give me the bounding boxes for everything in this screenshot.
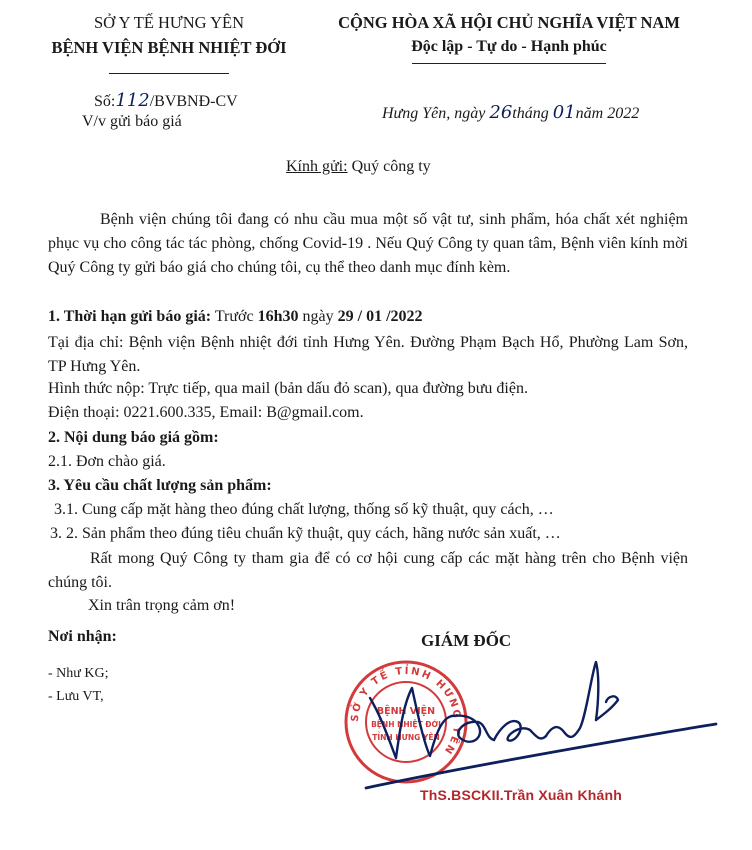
republic-title: CỘNG HÒA XÃ HỘI CHỦ NGHĨA VIỆT NAM <box>338 13 680 32</box>
section2-heading: 2. Nội dung báo giá gồm: <box>48 429 219 446</box>
recipient-item: - Như KG; <box>48 666 109 681</box>
contact-info: Điện thoại: 0221.600.335, Email: B@gmail.com. <box>48 404 364 421</box>
header-right-underline <box>412 63 606 64</box>
director-title: GIÁM ĐỐC <box>421 631 512 650</box>
document-subject: V/v gửi báo giá <box>82 113 182 130</box>
svg-text:TỈNH HƯNG YÊN: TỈNH HƯNG YÊN <box>372 733 440 742</box>
signer-name: ThS.BSCKII.Trần Xuân Khánh <box>420 787 622 803</box>
salutation-label: Kính gửi: <box>286 158 348 175</box>
svg-text:SỞ Y TẾ TỈNH HƯNG YÊN: SỞ Y TẾ TỈNH HƯNG YÊN <box>349 665 463 758</box>
section1-line <box>48 307 423 327</box>
document-number <box>94 90 238 111</box>
salutation-recipient: Quý công ty <box>351 158 431 175</box>
section3-heading: 3. Yêu cầu chất lượng sản phẩm: <box>48 477 272 494</box>
svg-text:BỆNH NHIỆT ĐỚI: BỆNH NHIỆT ĐỚI <box>371 720 441 729</box>
deadline-before: Trước <box>214 308 254 325</box>
month-word: tháng <box>512 105 549 122</box>
handwritten-signature <box>360 648 720 793</box>
section3-item-2: 3. 2. Sản phẩm theo đúng tiêu chuẩn kỹ thuật, quy cách, hãng nước sản xuất, … <box>50 525 561 542</box>
day-handwritten: 26 <box>489 102 513 123</box>
recipients-heading: Nơi nhận: <box>48 628 117 645</box>
intro-paragraph: Bệnh viện chúng tôi đang có nhu cầu mua một số vật tư, sinh phẩm, hóa chất xét nghiệm phục vụ cho công tác tác phòng, chống Covid-19 . Nếu Quý Công ty quan tâm, Bệnh viên kính mời Quý Công ty gửi báo giá cho chúng tôi, cụ thể theo danh mục đính kèm. <box>48 211 688 276</box>
submission-method: Hình thức nộp: Trực tiếp, qua mail (bản dấu đỏ scan), qua đường bưu điện. <box>48 380 528 397</box>
recipient-item: - Lưu VT, <box>48 689 104 704</box>
header-left-underline <box>109 73 229 74</box>
section3-item-1: 3.1. Cung cấp mặt hàng theo đúng chất lượng, thống số kỹ thuật, quy cách, … <box>54 501 554 518</box>
closing-paragraph: Rất mong Quý Công ty tham gia để có cơ hội cung cấp các mặt hàng trên cho Bệnh viện chúng tôi. <box>48 550 688 591</box>
hospital-name: BỆNH VIỆN BỆNH NHIỆT ĐỚI <box>51 38 287 57</box>
section1-heading: 1. Thời hạn gửi báo giá: <box>48 308 212 325</box>
place-date <box>382 102 639 123</box>
month-handwritten: 01 <box>552 102 576 123</box>
place-date-prefix: Hưng Yên, ngày <box>382 105 486 122</box>
submission-address: Tại địa chỉ: Bệnh viện Bệnh nhiệt đới tỉnh Hưng Yên. Đường Phạm Bạch Hổ, Phường Lam Sơn, TP Hưng Yên. <box>48 334 688 375</box>
agency-name: SỞ Y TẾ HƯNG YÊN <box>94 13 244 32</box>
document-number-prefix: Số: <box>94 93 116 110</box>
thanks-line: Xin trân trọng cảm ơn! <box>88 597 236 614</box>
document-number-suffix: /BVBNĐ-CV <box>149 93 238 110</box>
document-number-handwritten: 112 <box>115 90 150 111</box>
svg-text:BỆNH VIỆN: BỆNH VIỆN <box>376 706 436 717</box>
deadline-time: 16h30 <box>257 308 299 325</box>
section2-item: 2.1. Đơn chào giá. <box>48 453 166 470</box>
national-motto: Độc lập - Tự do - Hạnh phúc <box>411 38 607 55</box>
deadline-date: 29 / 01 /2022 <box>337 308 423 325</box>
salutation <box>286 158 431 176</box>
year-text: năm 2022 <box>575 105 640 122</box>
deadline-date-word: ngày <box>302 308 334 325</box>
